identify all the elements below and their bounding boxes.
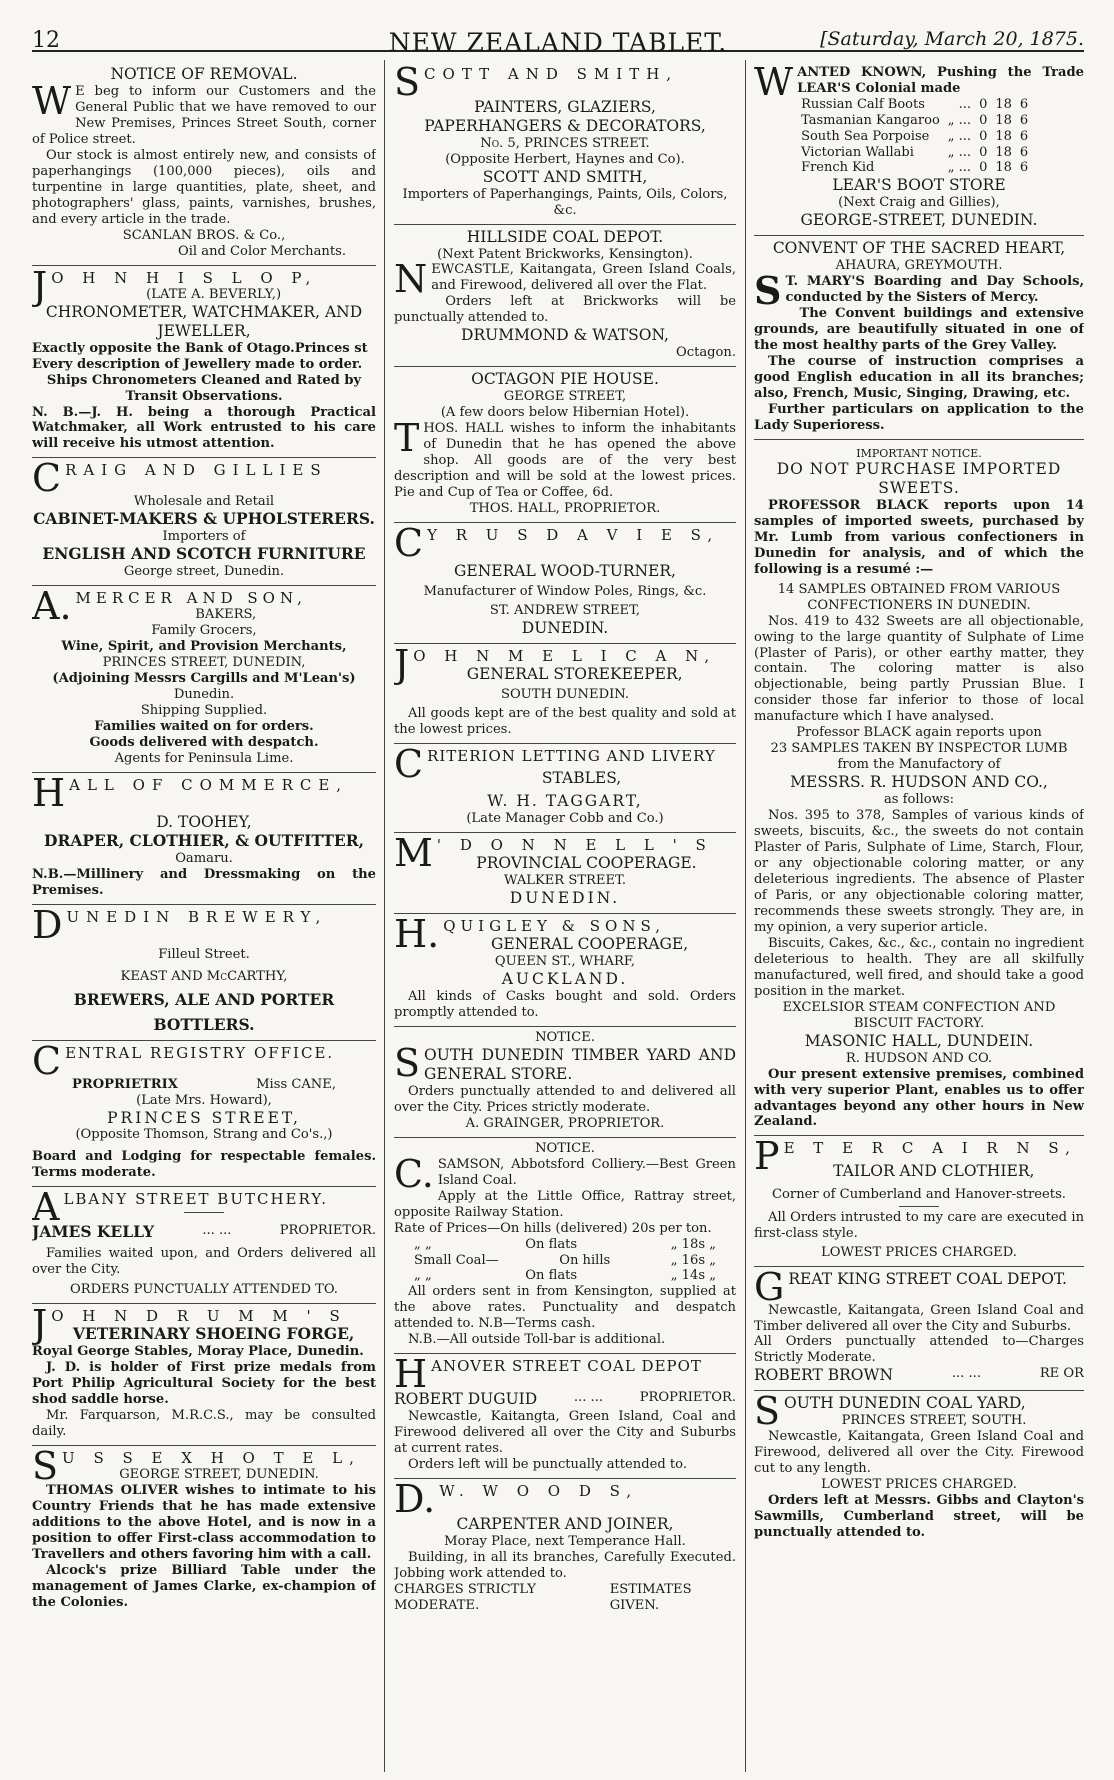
price-item: Russian Calf Boots [801, 96, 925, 112]
ad-line: W. H. TAGGART, [487, 791, 643, 810]
price-d: 6 [1019, 112, 1029, 128]
price-row [797, 145, 1032, 161]
ad-line: On flats [525, 1236, 578, 1252]
ad-heading: OUTH DUNEDIN COAL YARD, [784, 1394, 1026, 1413]
drop-initial: H [32, 771, 66, 816]
issue-date: [Saturday, March 20, 1875. [820, 28, 1084, 50]
ad-lears-boot-store [754, 62, 1084, 236]
ad-line: RE OR [1039, 1366, 1084, 1382]
ad-hanover-street-coal-depot [394, 1354, 736, 1479]
ad-line: PROPRIETOR. [279, 1223, 376, 1239]
ad-line: WALKER STREET. [504, 873, 626, 889]
ad-title: HILLSIDE COAL DEPOT. [466, 227, 664, 246]
price-d: 6 [1019, 160, 1029, 176]
price-item: Victorian Wallabi [801, 144, 914, 160]
ad-line: LEAR'S BOOT STORE [832, 176, 1006, 195]
ad-mercer-and-son [32, 586, 376, 773]
ad-john-hislop [32, 263, 376, 459]
ad-line: TAILOR AND CLOTHIER, [833, 1161, 1035, 1180]
ad-dunedin-brewery [32, 902, 376, 1041]
drop-initial: C [394, 520, 424, 565]
ad-convent-sacred-heart [754, 236, 1084, 440]
drop-initial: A. [32, 584, 72, 629]
price-s: 18 [995, 160, 1012, 176]
ad-title: NOTICE OF REMOVAL. [110, 65, 298, 83]
price-row [797, 129, 1032, 145]
ad-sussex-hotel [32, 1446, 376, 1616]
ad-great-king-street-coal-depot [754, 1264, 1084, 1392]
ad-line: (A few doors below Hibernian Hotel). [440, 405, 690, 421]
ad-line: Orders punctually attended to and delivered all over the City. Prices strictly moderate. [394, 1083, 736, 1115]
price-s: 18 [995, 144, 1012, 160]
ad-heading: E T E R C A I R N S, [783, 1139, 1077, 1158]
ad-john-melican [394, 641, 736, 744]
drop-initial: S [394, 62, 421, 104]
ad-octagon-pie-house [394, 367, 736, 523]
ad-cyrus-davies [394, 520, 736, 644]
ad-line: HOS. HALL wishes to inform the inhabitants of Dunedin that he has opened the above shop. All goods are of the very best description and will be sold at the lowest prices. Pie and Cup of Tea or Coffee, 6d. [394, 421, 736, 500]
ad-line: Our present extensive premises, combined with very superior Plant, enables us to offer advantages beyond any other hours in New Zealand. [754, 1066, 1084, 1130]
drop-initial: S [394, 1040, 421, 1085]
ad-title: NOTICE. [535, 1029, 595, 1045]
ad-line: (Late Mrs. Howard), [136, 1092, 272, 1108]
ad-line: (LATE A. BEVERLY,) [146, 286, 282, 302]
ad-line: ... ... [951, 1366, 981, 1382]
ad-line: (Adjoining Messrs Cargills and M'Lean's) [52, 671, 356, 687]
ad-line: Nos. 419 to 432 Sweets are all objectionable, owing to the large quantity of Sulphate of Lime (Plaster of Paris), or other earthy matter, they contain. The coloring matter is also objectionable, being partly Prussian Blue. I consider those far inferior to those of local manufacture which I have analysed. [754, 613, 1084, 725]
ad-line: Moray Place, next Temperance Hall. [444, 1534, 686, 1549]
ad-line: GEORGE STREET, DUNEDIN. [119, 1467, 319, 1483]
ad-heading: QUIGLEY & SONS, [443, 916, 665, 935]
ad-line: SAMSON, Abbotsford Colliery.—Best Green Island Coal. [437, 1156, 736, 1188]
ad-line: „ 14s „ [670, 1268, 716, 1284]
price-l: 0 [979, 144, 988, 160]
price-s: 18 [995, 96, 1012, 112]
column-1 [32, 62, 376, 1616]
ad-line: Wholesale and Retail [133, 494, 275, 510]
ad-line: CHARGES STRICTLY MODERATE. [394, 1581, 536, 1613]
drop-initial: A [32, 1185, 60, 1230]
ad-criterion-stables [394, 741, 736, 833]
ad-heading: UNEDIN BREWERY, [66, 907, 328, 926]
ad-line: SOUTH DUNEDIN. [500, 686, 630, 702]
ad-line: ROBERT BROWN [754, 1366, 894, 1385]
ad-line: (Next Craig and Gillies), [838, 195, 1000, 211]
ad-line: Further particulars on application to the Lady Superioress. [754, 401, 1084, 433]
ad-line: All Orders intrusted to my care are executed in first-class style. [754, 1209, 1084, 1241]
ad-title: OCTAGON PIE HOUSE. [471, 370, 659, 389]
ad-line: Royal George Stables, Moray Place, Dunedin. [32, 1344, 364, 1360]
ad-line: BOTTLERS. [153, 1014, 255, 1034]
ad-line: J. D. is holder of First prize medals from Port Philip Agricultural Society for the best shod saddle horse. [32, 1360, 376, 1408]
ad-line: BAKERS, [195, 607, 257, 623]
price-d: 6 [1019, 128, 1029, 144]
ad-signature: DRUMMOND & WATSON, [461, 326, 669, 345]
price-l: 0 [979, 128, 988, 144]
ad-line: Professor BLACK again reports upon [796, 725, 1042, 741]
drop-initial: J [394, 641, 410, 686]
ad-line: DUNEDIN. [521, 618, 609, 637]
drop-initial: J [32, 263, 48, 308]
ad-line: All goods kept are of the best quality and sold at the lowest prices. [394, 705, 736, 737]
ad-line: R. HUDSON AND CO. [845, 1050, 993, 1066]
ad-south-dunedin-timber-yard [394, 1027, 736, 1138]
ad-line: All kinds of Casks bought and sold. Orders promptly attended to. [394, 988, 736, 1020]
ad-line: PROVINCIAL COOPERAGE. [476, 854, 697, 873]
ad-title: NOTICE. [535, 1140, 595, 1156]
ad-line: Board and Lodging for respectable females. Terms moderate. [32, 1149, 376, 1181]
ad-line: All Orders punctually attended to—Charges Strictly Moderate. [754, 1334, 1084, 1366]
ad-line: MASONIC HALL, DUNDEIN. [804, 1031, 1034, 1050]
ad-line: Newcastle, Kaitangata, Green Island Coal and Firewood, delivered all over the City. Firewood cut to any length. [754, 1429, 1084, 1477]
ad-line: PRINCES STREET, DUNEDIN, [102, 655, 306, 671]
ad-line: The course of instruction comprises a good English education in all its branches; also, French, Music, Singing, Drawing, etc. [754, 353, 1084, 401]
ad-line: Agents for Peninsula Lime. [114, 751, 294, 767]
ad-line: Ships Chronometers Cleaned and Rated by Transit Observations. [46, 372, 362, 404]
ad-albany-street-butchery [32, 1187, 376, 1304]
price-item: French Kid [801, 160, 875, 176]
column-3 [754, 62, 1084, 1546]
ad-line: „ 16s „ [670, 1252, 716, 1268]
price-d: 6 [1019, 144, 1029, 160]
drop-initial: S [754, 1389, 781, 1434]
ad-line: On flats [525, 1268, 578, 1284]
ad-line: JAMES KELLY [32, 1222, 155, 1242]
ad-line: „ 18s „ [670, 1236, 716, 1252]
ad-heading: ' D O N N E L L ' S [436, 835, 713, 854]
ad-line: Apply at the Little Office, Rattray street, opposite Railway Station. [394, 1188, 736, 1220]
ad-line: Orders left will be punctually attended to. [408, 1457, 687, 1473]
ad-line: Exactly opposite the Bank of Otago.Princes st [32, 340, 368, 356]
ad-line: Filleul Street. [158, 946, 250, 962]
ad-samson-colliery [394, 1138, 736, 1355]
ad-line: KEAST AND McCARTHY, [120, 968, 288, 984]
drop-initial: M [394, 830, 433, 875]
ad-line: Oamaru. [175, 850, 233, 866]
ad-line: (Late Manager Cobb and Co.) [466, 810, 664, 826]
ad-line: EXCELSIOR STEAM CONFECTION AND BISCUIT FACTORY. [782, 999, 1056, 1031]
ad-line: Newcastle, Kaitangta, Green Island, Coal and Firewood delivered all over the City and Suburbs at current rates. [394, 1409, 736, 1457]
ad-line: Families waited upon, and Orders delivered all over the City. [32, 1246, 376, 1278]
ad-line: Importers of Paperhangings, Paints, Oils, Colors, &c. [402, 186, 728, 218]
ad-south-dunedin-coal-yard [754, 1391, 1084, 1546]
ad-heading: RAIG AND GILLIES [65, 461, 328, 480]
ad-line: MESSRS. R. HUDSON AND CO., [790, 773, 1048, 792]
ad-line: All orders sent in from Kensington, supplied at the above rates. Punctuality and despatch attended to. N.B—Terms cash. [394, 1284, 736, 1332]
drop-initial: D [32, 902, 63, 947]
drop-initial: C [394, 741, 424, 786]
drop-initial: W [754, 62, 794, 104]
ad-line: Alcock's prize Billiard Table under the management of James Clarke, ex-champion of the Colonies. [32, 1563, 376, 1611]
price-row [797, 113, 1032, 129]
ad-line: AHAURA, GREYMOUTH. [835, 257, 1003, 273]
ad-line: STABLES, [541, 769, 622, 788]
price-dots: ... [958, 96, 972, 112]
ad-heading: ENTRAL REGISTRY OFFICE. [65, 1043, 335, 1062]
ad-central-registry [32, 1038, 376, 1188]
ad-heading: MERCER AND SON, [75, 589, 307, 608]
drop-initial: C [32, 456, 62, 501]
ad-line: Importers of [162, 529, 246, 545]
price-item: Tasmanian Kangaroo [801, 112, 940, 128]
ad-line: Shipping Supplied. [140, 703, 268, 719]
ad-line: T. MARY'S Boarding and Day Schools, conducted by the Sisters of Mercy. [785, 273, 1084, 305]
ad-line: D. TOOHEY, [156, 813, 252, 832]
ad-line: PAPERHANGERS & DECORATORS, [424, 116, 706, 135]
price-row [797, 97, 1032, 113]
drop-initial: S [754, 267, 782, 313]
ad-heading: COTT AND SMITH, [424, 65, 679, 83]
ad-line: Manufacturer of Window Poles, Rings, &c. [423, 583, 707, 599]
ad-peter-cairns [754, 1136, 1084, 1266]
ad-line: Rate of Prices—On hills (delivered) 20s per ton. [394, 1220, 712, 1236]
ad-heading: Y R U S D A V I E S, [427, 525, 720, 544]
ad-line: PROPRIETRIX [72, 1076, 178, 1092]
ad-heading: W. W O O D S, [439, 1482, 639, 1501]
ad-line: CABINET-MAKERS & UPHOLSTERERS. [33, 509, 375, 529]
drop-initial: G [754, 1264, 785, 1309]
price-dots: „ ... [947, 128, 972, 144]
ad-line: (Opposite Thomson, Strang and Co's.,) [75, 1127, 333, 1143]
ad-kicker: IMPORTANT NOTICE. [856, 446, 982, 460]
ad-heading: O H N H I S L O P, [51, 268, 318, 287]
ad-line: Orders left at Brickworks will be punctually attended to. [394, 294, 736, 326]
ad-line: Small Coal— [414, 1252, 499, 1268]
ad-line: ENGLISH AND SCOTCH FURNITURE [42, 544, 366, 564]
ad-body: Our stock is almost entirely new, and consists of paperhangings (100,000 pieces), oils and turpentine in large quantities, plate, sheet, and photographers' glass, paints, varnishes, brushes, and every article in the trade. [32, 147, 376, 227]
ad-line: Goods delivered with despatch. [89, 735, 319, 751]
ad-line: CHRONOMETER, WATCHMAKER, AND JEWELLER, [45, 302, 363, 340]
ad-line: On hills [559, 1252, 611, 1268]
ad-signature: SCANLAN BROS. & Co., [122, 227, 286, 243]
ad-line: GENERAL STOREKEEPER, [466, 664, 683, 683]
ad-line: ... ... [202, 1223, 232, 1239]
ad-line: AUCKLAND. [501, 970, 629, 989]
ad-line: „ „ [414, 1268, 432, 1284]
ad-heading: ANOVER STREET COAL DEPOT [431, 1357, 702, 1376]
price-d: 6 [1019, 96, 1029, 112]
ad-heading: LBANY STREET BUTCHERY. [63, 1190, 329, 1209]
ad-line: PRINCES STREET, SOUTH. [841, 1413, 1027, 1429]
ad-line: EWCASTLE, Kaitangata, Green Island Coals, and Firewood, delivered all over the Flat. [431, 262, 736, 294]
price-list [797, 97, 1032, 176]
drop-initial: J [32, 1302, 48, 1347]
ad-line: ORDERS PUNCTUALLY ATTENDED TO. [70, 1282, 338, 1298]
ad-line: SCOTT AND SMITH, [482, 167, 648, 186]
ad-heading: REAT KING STREET COAL DEPOT. [788, 1269, 1067, 1288]
drop-initial: H. [394, 911, 440, 956]
ad-line: 14 SAMPLES OBTAINED FROM VARIOUS CONFECTIONERS IN DUNEDIN. [777, 581, 1061, 613]
ad-line: GEORGE STREET, [503, 389, 627, 405]
ad-line: GEORGE-STREET, DUNEDIN. [800, 211, 1038, 230]
ad-line: ... ... [573, 1390, 604, 1406]
ad-notice-of-removal [32, 62, 376, 266]
ad-signature: THOS. HALL, PROPRIETOR. [469, 500, 661, 516]
ad-line: as follows: [883, 792, 954, 808]
ad-line: CARPENTER AND JOINER, [456, 1515, 674, 1534]
column-rule [745, 60, 746, 1772]
ad-line: The Convent buildings and extensive grounds, are beautifully situated in one of the most healthy parts of the Grey Valley. [754, 305, 1084, 353]
ad-line: DRAPER, CLOTHIER, & OUTFITTER, [44, 831, 364, 851]
ad-line: PROPRIETOR. [639, 1390, 736, 1406]
ad-hillside-coal-depot [394, 225, 736, 368]
ad-imported-sweets-notice [754, 440, 1084, 1137]
ad-line: PROFESSOR BLACK reports upon 14 samples of imported sweets, purchased by Mr. Lumb from various confectioners in Dunedin for analysis, and of which the following is a resumé :— [754, 497, 1084, 577]
ad-line: N.B.—All outside Toll-bar is additional. [408, 1332, 666, 1348]
price-item: South Sea Porpoise [801, 128, 930, 144]
ad-line: 23 SAMPLES TAKEN BY INSPECTOR LUMB [770, 741, 1068, 757]
ad-line: GENERAL COOPERAGE, [491, 935, 689, 954]
page-number: 12 [32, 28, 60, 53]
ad-line: ESTIMATES GIVEN. [609, 1581, 692, 1613]
ad-scott-and-smith [394, 62, 736, 225]
price-row [797, 160, 1032, 176]
ad-line: DUNEDIN. [509, 888, 621, 907]
drop-initial: T [394, 416, 420, 461]
ad-line: PRINCES STREET, [107, 1108, 301, 1127]
ad-line: N. B.—J. H. being a thorough Practical Watchmaker, all Work entrusted to his care will receive his utmost attention. [32, 404, 376, 452]
ad-line: Families waited on for orders. [94, 719, 314, 735]
ad-title: DO NOT PURCHASE IMPORTED SWEETS. [776, 459, 1062, 497]
ad-line: „ „ [414, 1236, 432, 1252]
ad-line: Nos. 395 to 378, Samples of various kinds of sweets, biscuits, &c., the sweets do not contain Plaster of Paris, Sulphate of Lime, Starch, Flour, or any objectionable coloring matter, or any deleterious ingredients. The absence of Plaster of Paris, or any objectionable coloring matter, recommends these sweets strongly. They are, in my opinion, a very superior article. [754, 808, 1084, 935]
ad-john-drumm [32, 1304, 376, 1446]
ad-line: Miss CANE, [256, 1076, 336, 1092]
ad-hall-of-commerce [32, 773, 376, 905]
ad-line: QUEEN ST., WHARF, [494, 954, 636, 970]
ad-signature: Oil and Color Merchants. [177, 243, 346, 259]
price-l: 0 [979, 112, 988, 128]
ad-woods-carpenter [394, 1479, 736, 1619]
price-s: 18 [995, 112, 1012, 128]
column-2 [394, 62, 736, 1619]
drop-initial: P [754, 1134, 780, 1179]
drop-initial: S [32, 1444, 59, 1489]
ad-body: E beg to inform our Customers and the General Public that we have removed to our New Premises, Princes Street South, corner of Police street. [32, 83, 376, 147]
newspaper-title: NEW ZEALAND TABLET. [388, 28, 728, 57]
drop-initial: H [394, 1352, 428, 1397]
ad-signature: A. GRAINGER, PROPRIETOR. [465, 1115, 665, 1131]
ad-line: ST. ANDREW STREET, [489, 602, 641, 618]
drop-initial: C [32, 1038, 62, 1083]
price-dots: „ ... [947, 160, 972, 176]
ad-line: N.B.—Millinery and Dressmaking on the Premises. [32, 866, 376, 898]
ad-line: OUTH DUNEDIN TIMBER YARD AND GENERAL STORE. [424, 1045, 736, 1083]
ad-line: Dunedin. [173, 687, 235, 703]
ad-line: VETERINARY SHOEING FORGE, [72, 1324, 355, 1344]
ad-line: No. 5, PRINCES STREET. [480, 135, 650, 151]
ad-line: Mr. Farquarson, M.R.C.S., may be consulted daily. [32, 1408, 376, 1440]
ad-line: Building, in all its branches, Carefully Executed. Jobbing work attended to. [394, 1549, 736, 1581]
ad-craig-and-gillies [32, 458, 376, 586]
ad-line: GENERAL WOOD-TURNER, [454, 561, 676, 580]
ad-line: ANTED KNOWN, Pushing the Trade LEAR'S Colonial made [797, 65, 1084, 96]
drop-initial: C. [394, 1151, 434, 1196]
ad-line: LOWEST PRICES CHARGED. [821, 1477, 1017, 1493]
page-header [32, 10, 1084, 57]
ad-line: Biscuits, Cakes, &c., &c., contain no ingredient deleterious to health. They are all skilfully manufactured, well fired, and should take a good position in the market. [754, 935, 1084, 999]
ad-line: Family Grocers, [151, 623, 257, 639]
price-dots: „ ... [947, 112, 972, 128]
ad-line: LOWEST PRICES CHARGED. [821, 1244, 1017, 1260]
ad-line: Wine, Spirit, and Provision Merchants, [61, 639, 347, 655]
ad-heading: RITERION LETTING AND LIVERY [427, 746, 716, 765]
column-rule [384, 60, 385, 1772]
ad-odonnell-cooperage [394, 830, 736, 914]
ad-quigley-and-sons [394, 911, 736, 1027]
ad-line: George street, Dunedin. [123, 564, 285, 580]
drop-initial: W [32, 78, 72, 123]
ad-line: ROBERT DUGUID [394, 1390, 538, 1409]
ad-heading: ALL OF COMMERCE, [69, 776, 349, 795]
price-dots: „ ... [947, 144, 972, 160]
ad-heading: U S S E X H O T E L, [62, 1449, 361, 1468]
ad-heading: O H N M E L I C A N, [413, 646, 717, 665]
ad-line: (Opposite Herbert, Haynes and Co). [445, 151, 685, 167]
price-l: 0 [979, 160, 988, 176]
ad-line: Corner of Cumberland and Hanover-streets. [772, 1186, 1066, 1202]
ad-heading: O H N D R U M M ' S [51, 1307, 347, 1326]
ad-title: CONVENT OF THE SACRED HEART, [772, 239, 1066, 258]
price-s: 18 [995, 128, 1012, 144]
ad-line: BREWERS, ALE AND PORTER [73, 989, 335, 1009]
drop-initial: D. [394, 1477, 436, 1522]
ad-signature: Octagon. [676, 345, 736, 361]
ad-line: THOMAS OLIVER wishes to intimate to his Country Friends that he has made extensive additions to the above Hotel, and is now in a position to offer First-class accommodation to Travellers and others favoring him with a call. [32, 1483, 376, 1563]
price-l: 0 [979, 96, 988, 112]
ad-line: (Next Patent Brickworks, Kensington). [437, 246, 693, 262]
ad-line: Orders left at Messrs. Gibbs and Clayton's Sawmills, Cumberland street, will be punctually attended to. [754, 1493, 1084, 1540]
ad-line: Newcastle, Kaitangata, Green Island Coal and Timber delivered all over the City and Suburbs. [754, 1302, 1084, 1334]
drop-initial: N [394, 257, 428, 302]
ad-line: from the Manufactory of [837, 757, 1001, 773]
ad-line: Every description of Jewellery made to order. [32, 356, 363, 372]
ad-line: PAINTERS, GLAZIERS, [474, 98, 656, 116]
